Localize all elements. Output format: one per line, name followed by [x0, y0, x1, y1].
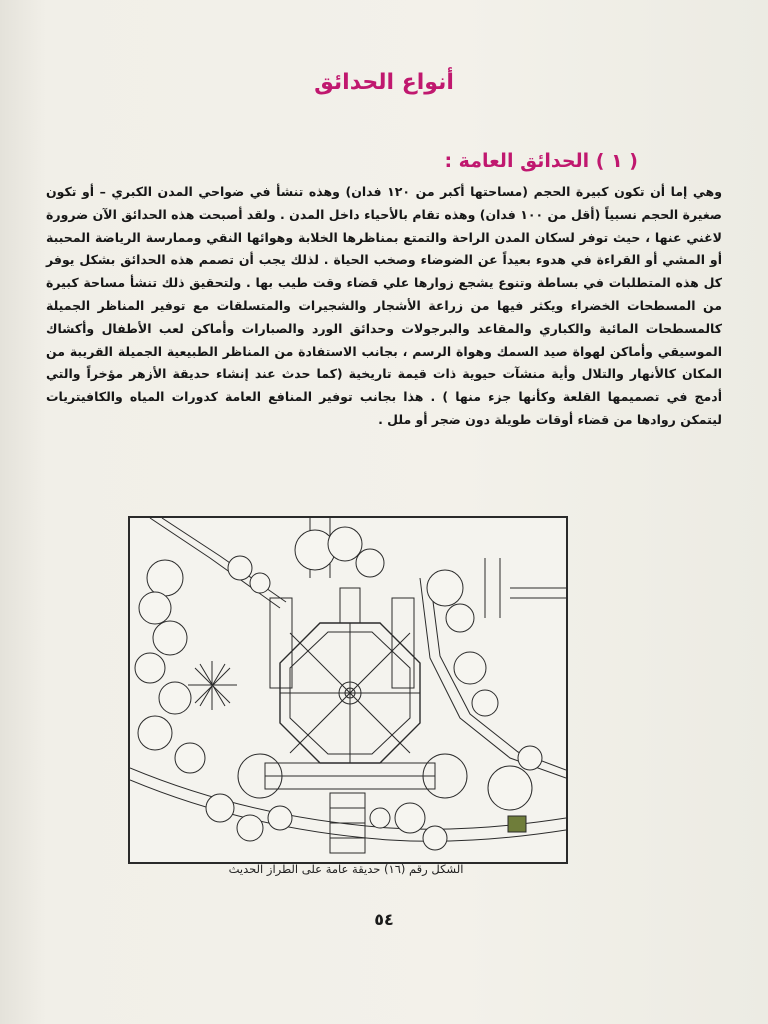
park-plan-figure: [128, 516, 568, 864]
body-paragraph: وهي إما أن تكون كبيرة الحجم (مساحتها أكبر من ١٢٠ فدان) وهذه تنشأ في ضواحي المدن الكبري – أو تكون صغيرة الحجم نسبياً (أقل من ١٠٠ فدان) وهذه تقام بالأحياء داخل المدن . ولقد أصبحت هذه الحدائق الآن ضرورة لاغني عنها ، حيث توفر لسكان المدن الراحة والتمتع بمناظرها الخلابة وهوائها النقي وممارسة الرياضة المحببة أو المشي أو القراءة في هدوء بعيداً عن الضوضاء وصخب الحياة . لذلك يجب أن تصمم هذه الحدائق بشكل يوفر كل هذه المتطلبات في بساطة وتنوع يشجع زوارها علي قضاء وقت طيب بها . ولتحقيق ذلك تنشأ مساحة كبيرة من المسطحات الخضراء ويكثر فيها من زراعة الأشجار والشجيرات والمتسلقات مع توفير المناظر الجميلة كالمسطحات المائية والكباري والمقاعد والبرجولات وحدائق الورد والصبارات وأماكن لعب الأطفال وأكشاك الموسيقي وأماكن لهواة صيد السمك وهواة الرسم ، بجانب الاستفادة من المناظر الطبيعية الجميلة القريبة من المكان كالأنهار والتلال وأية منشآت حيوية ذات قيمة تاريخية (كما حدث عند إنشاء حديقة الأزهر مؤخراً والتي أدمج في تصميمها القلعة وكأنها جزء منها ) . هذا بجانب توفير المنافع العامة كدورات المياه والكافيتريات ليتمكن روادها من قضاء أوقات طويلة دون ضجر أو ملل .: [46, 184, 722, 427]
page-number: ٥٤: [374, 910, 394, 929]
page-title: أنواع الحدائق: [314, 70, 454, 95]
palm-tree-icon: [188, 661, 237, 710]
park-plan-drawing: [130, 518, 566, 862]
figure-caption: الشكل رقم (١٦) حديقة عامة على الطراز الحديث: [228, 862, 464, 876]
section-heading: ( ١ ) الحدائق العامة :: [444, 150, 638, 172]
